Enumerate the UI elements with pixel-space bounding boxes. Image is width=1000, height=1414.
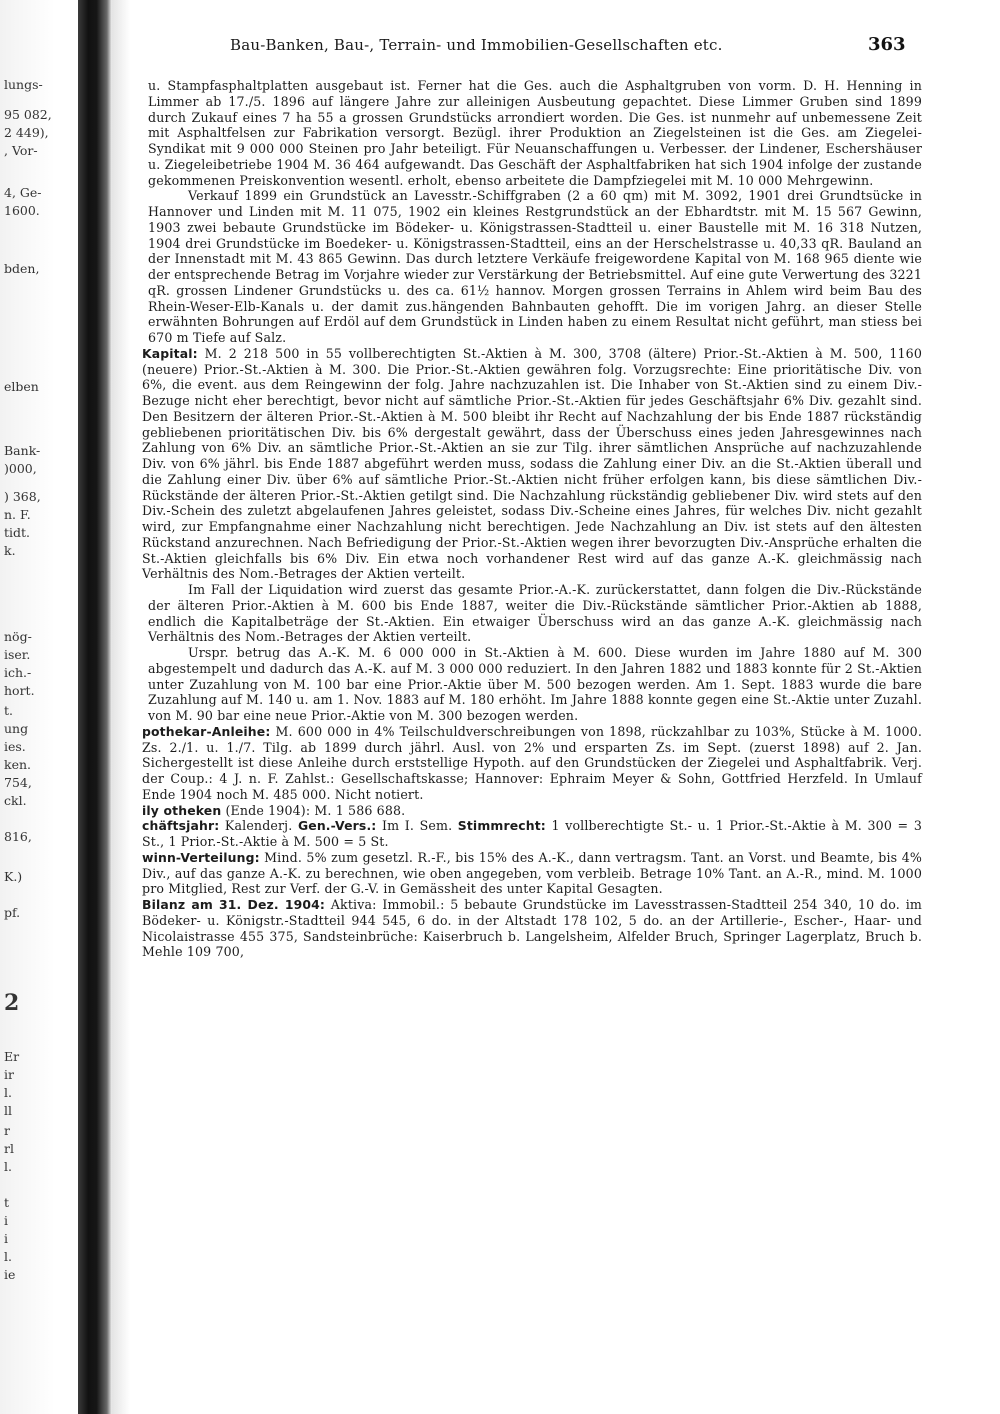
previous-page-fragment: 754, xyxy=(4,775,32,790)
keyword-geschaeftsjahr: chäftsjahr: xyxy=(142,818,220,834)
previous-page-fragment: ich.- xyxy=(4,665,32,680)
anleihe-text: M. 600 000 in 4% Teilschuldverschreibungen von 1898, rückzahlbar zu 103%, Stücke à M. 1000. Zs. 2./1. u. 1./7. Tilg. ab 1899 durch jährl. Ausl. von 2% und ersparten Zs. im Sept. (zuerst 1898) auf 2. Jan. Sichergestellt ist diese Anleihe durch erststellige Hypoth. auf den Grundstücken der Ziegelei und Asphaltfabrik. Verj. der Coup.: 4 J. n. F. Zahlst.: Gesellschaftskasse; Hannover: Ephraim Meyer & Sohn, Gottfried Herzfeld. In Umlauf Ende 1904 noch M. 485 000. Nicht notiert. xyxy=(142,723,922,802)
previous-page-fragment: t xyxy=(4,1195,10,1210)
previous-page-fragment: i xyxy=(4,1213,8,1228)
running-header: Bau-Banken, Bau-, Terrain- und Immobilien-Gesellschaften etc. xyxy=(230,36,723,54)
previous-page-fragment: l. xyxy=(4,1249,12,1264)
gewinn-text: Mind. 5% zum gesetzl. R.-F., bis 15% des A.-K., dann vertragsm. Tant. an Vorst. und Beamte, bis 4% Div., auf das ganze A.-K. zu berechnen, wie oben angegeben, vom verbleib. Betrage 10% Tant. an A.-R., mind. M. 1000 pro Mitglied, Rest zur Verf. der G.-V. in Gemässheit des unter Kapital Gesagten. xyxy=(142,849,922,897)
previous-page-fragment: , Vor- xyxy=(4,143,38,158)
previous-page-fragment: pf. xyxy=(4,905,21,920)
keyword-stimmrecht: Stimmrecht: xyxy=(457,818,546,834)
paragraph-verkauf: Verkauf 1899 ein Grundstück an Lavesstr.-Schiffgraben (2 a 60 qm) mit M. 3092, 1901 drei Grundtsücke in Hannover und Linden mit M. 11 075, 1902 ein kleines Restgrundstück an der Ebhardtstr. mit M. 15 567 Gewinn, 1903 zwei bebaute Grundstücke im Bödeker- u. Königstrassen-Stadtteil u. einer Baustelle mit M. 16 318 Nutzen, 1904 drei Grundstücke im Boedeker- u. Königstrassen-Stadtteil, eins an der Herschelstrasse u. 40,33 qR. Bauland an der Innenstadt mit M. 43 865 Gewinn. Das durch letztere Verkäufe freigewordene Kapital von M. 168 965 diente wie der entsprechende Betrag im Vorjahre wieder zur Verstärkung der Betriebsmittel. Auf eine gute Verwertung des 3221 qR. grossen Lindener Grundstücks u. des ca. 61½ hannov. Morgen grossen Terrains in Ahlem wird beim Bau des Rhein-Weser-Elb-Kanals u. der damit zus.hängenden Bahnbauten gehofft. Die im vorigen Jahrg. an dieser Stelle erwähnten Bohrungen auf Erdöl auf dem Grundstück in Linden haben zu einem Resultat nicht geführt, man stiess bei 670 m Tiefe auf Salz. xyxy=(148,188,922,345)
keyword-bilanz: Bilanz am 31. Dez. 1904: xyxy=(142,897,326,912)
paragraph-gewinn xyxy=(142,850,922,897)
previous-page-fragment: tidt. xyxy=(4,525,31,540)
previous-page-edge xyxy=(0,0,78,1414)
previous-page-fragment: k. xyxy=(4,543,16,558)
gen-vers-text: Im I. Sem. xyxy=(376,818,458,834)
previous-page-fragment: bden, xyxy=(4,261,40,276)
paragraph-liquidation: Im Fall der Liquidation wird zuerst das gesamte Prior.-A.-K. zurückerstattet, dann folgen die Div.-Rückstände der älteren Prior.-Aktien à M. 600 bis Ende 1887, weiter die Div.-Rückstände sämtlicher Prior.-Aktien ab 1888, endlich die Kapitalbeträge der St.-Aktien. Ein etwaiger Überschuss wird an das ganze A.-K. gleichmässig nach Verhältnis des Nom.-Betrages der Aktien verteilt. xyxy=(148,582,922,645)
previous-page-fragment: lungs- xyxy=(4,77,43,92)
stimmrecht-text: 1 vollberechtigte St.- u. 1 Prior.-St.-Aktie à M. 300 = 3 St., 1 Prior.-St.-Aktie à M. 500 = 5 St. xyxy=(142,818,922,849)
previous-page-fragment: ken. xyxy=(4,757,31,772)
previous-page-fragment: l. xyxy=(4,1159,12,1174)
previous-page-fragment: ll xyxy=(4,1103,12,1118)
previous-page-fragment: 2 xyxy=(4,990,20,1016)
previous-page-fragment: 1600. xyxy=(4,203,40,218)
gutter-shadow xyxy=(112,0,130,1414)
previous-page-fragment: )000, xyxy=(4,461,37,476)
previous-page-fragment: ) 368, xyxy=(4,489,41,504)
keyword-kapital: Kapital: xyxy=(142,345,198,361)
page-body xyxy=(142,78,922,960)
previous-page-fragment: hort. xyxy=(4,683,35,698)
previous-page-fragment: Er xyxy=(4,1049,20,1064)
previous-page-fragment: ie xyxy=(4,1267,16,1282)
previous-page-fragment: ung xyxy=(4,721,29,736)
previous-page-fragment: ckl. xyxy=(4,793,27,808)
previous-page-fragment: 95 082, xyxy=(4,107,52,122)
keyword-gen-vers: Gen.-Vers.: xyxy=(297,818,377,834)
keyword-anleihe: pothekar-Anleihe: xyxy=(142,723,271,739)
previous-page-fragment: K.) xyxy=(4,869,23,884)
previous-page-fragment: 2 449), xyxy=(4,125,49,140)
previous-page-fragment: i xyxy=(4,1231,8,1246)
paragraph-urspr: Urspr. betrug das A.-K. M. 6 000 000 in St.-Aktien à M. 600. Diese wurden im Jahre 1880 auf M. 300 abgestempelt und dadurch das A.-K. auf M. 3 000 000 reduziert. In den Jahren 1882 und 1883 konnte für 2 St.-Aktien unter Zuzahlung von M. 100 bar eine Prior.-Aktie über M. 500 bezogen werden. Am 1. Sept. 1883 wurde die bare Zuzahlung auf M. 140 u. am 1. Nov. 1883 auf M. 180 erhöht. Im Jahre 1888 konnte gegen eine St.-Aktie unter Zuzahl. von M. 90 bar eine neue Prior.-Aktie von M. 300 bezogen werden. xyxy=(148,645,922,723)
geschaeftsjahr-text: Kalenderj. xyxy=(219,818,298,834)
paragraph-asphalt: u. Stampfasphaltplatten ausgebaut ist. Ferner hat die Ges. auch die Asphaltgruben von vorm. D. H. Henning in Limmer ab 17./5. 1896 auf längere Jahre zur alleinigen Ausbeutung gepachtet. Diese Limmer Gruben sind 1899 durch Zukauf eines 7 ha 55 a grossen Grundstücks arrondiert worden. Die Ges. ist nunmehr auf unbemessene Zeit mit Asphaltfelsen zur Fabrikation versorgt. Bezügl. ihrer Produktion an Ziegelsteinen ist die Ges. am Ziegelei-Syndikat mit 9 000 000 Steinen pro Jahr beteiligt. Für Neuanschaffungen u. Verbesser. der Lindener, Eschershäuser u. Ziegeleibetriebe 1904 M. 36 464 aufgewandt. Das Geschäft der Asphaltfabriken hat sich 1904 infolge der zustande gekommenen Preiskonvention wesentl. erholt, ebenso arbeitete die Dampfziegelei mit M. 10 000 Mehrgewinn. xyxy=(148,78,922,188)
paragraph-hypotheken xyxy=(142,803,922,819)
previous-page-fragment: l. xyxy=(4,1085,12,1100)
book-gutter xyxy=(78,0,112,1414)
previous-page-fragment: 816, xyxy=(4,829,32,844)
previous-page-fragment: elben xyxy=(4,379,39,394)
previous-page-fragment: rl xyxy=(4,1141,14,1156)
previous-page-fragment: 4, Ge- xyxy=(4,185,42,200)
previous-page-fragment: ir xyxy=(4,1067,14,1082)
previous-page-fragment: n. F. xyxy=(4,507,31,522)
paragraph-kapital xyxy=(142,346,922,582)
kapital-text: M. 2 218 500 in 55 vollberechtigten St.-Aktien à M. 300, 3708 (ältere) Prior.-St.-Aktien à M. 500, 1160 (neuere) Prior.-St.-Aktien à M. 300. Die Prior.-St.-Aktien gewähren folg. Vorzugsrechte: Eine prioritätische Div. von 6%, die event. aus dem Reingewinn der folg. Jahre nachzuzahlen ist. Die Inhaber von St.-Aktien sind zu einem Div.-Bezuge nicht eher berechtigt, bevor nicht auf sämtliche Prior.-St.-Aktien für jedes Geschäftsjahr 6% Div. gezahlt sind. Den Besitzern der älteren Prior.-St.-Aktien à M. 500 bleibt ihr Recht auf Nachzahlung der bis Ende 1887 rückständig gebliebenen prioritätischen Div. bis 6% dergestalt gewährt, dass der Überschuss eines jeden Jahresgewinnes nach Zahlung von 6% Div. an sämtliche Prior.-St.-Aktien an sie zur Tilg. ihrer sämtlichen Ansprüche auf nachzuzahlende Div. von 6% jährl. bis Ende 1887 abgeführt werden muss, sodass die Zahlung einer Div. an die St.-Aktien überall und die Zahlung einer Div. über 6% auf sämtliche Prior.-St.-Aktien nicht früher erfolgen kann, bis diese sämtlichen Div.-Rückstände der älteren Prior.-St.-Aktien getilgt sind. Die Nachzahlung rückständig gebliebener Div. wird stets auf den Div.-Schein des zuletzt abgelaufenen Jahres geleistet, sodass Div.-Scheine eines Jahres, für welches Div. nicht gezahlt wird, zur Empfangnahme einer Nachzahlung nicht berechtigen. Jede Nachzahlung an Div. ist stets auf den ältesten Rückstand anzurechnen. Nach Befriedigung der Prior.-St.-Aktien wegen ihrer bevorzugten Div.-Ansprüche erhalten die St.-Aktien gleichfalls bis 6% Div. Ein etwa noch vorhandener Rest wird auf das ganze A.-K. gleichmässig nach Verhältnis des Nom.-Betrages der Aktien verteilt. xyxy=(142,345,922,582)
paragraph-geschaeftsjahr xyxy=(142,818,922,850)
page-number: 363 xyxy=(868,34,906,55)
keyword-gewinn: winn-Verteilung: xyxy=(142,849,260,865)
hypotheken-text: (Ende 1904): M. 1 586 688. xyxy=(221,802,406,818)
bilanz-text: Aktiva: Immobil.: 5 bebaute Grundstücke im Lavesstrassen-Stadtteil 254 340, 10 do. im Bödeker- u. Königstr.-Stadtteil 944 545, 6 do. in der Altstadt 178 102, 5 do. an der Artillerie-, Escher-, Haar- und Nicolaistrasse 455 375, Sandsteinbrüche: Kaiserbruch b. Langelsheim, Alfelder Bruch, Springer Lagerplatz, Bruch b. Mehle 109 700, xyxy=(142,897,922,960)
previous-page-fragment: Bank- xyxy=(4,443,41,458)
keyword-hypotheken: ily otheken xyxy=(142,802,222,818)
paragraph-anleihe xyxy=(142,724,922,803)
previous-page-fragment: nög- xyxy=(4,629,32,644)
previous-page-fragment: t. xyxy=(4,703,13,718)
previous-page-fragment: r xyxy=(4,1123,10,1138)
previous-page-fragment: ies. xyxy=(4,739,26,754)
previous-page-fragment: iser. xyxy=(4,647,31,662)
paragraph-bilanz xyxy=(142,897,922,960)
